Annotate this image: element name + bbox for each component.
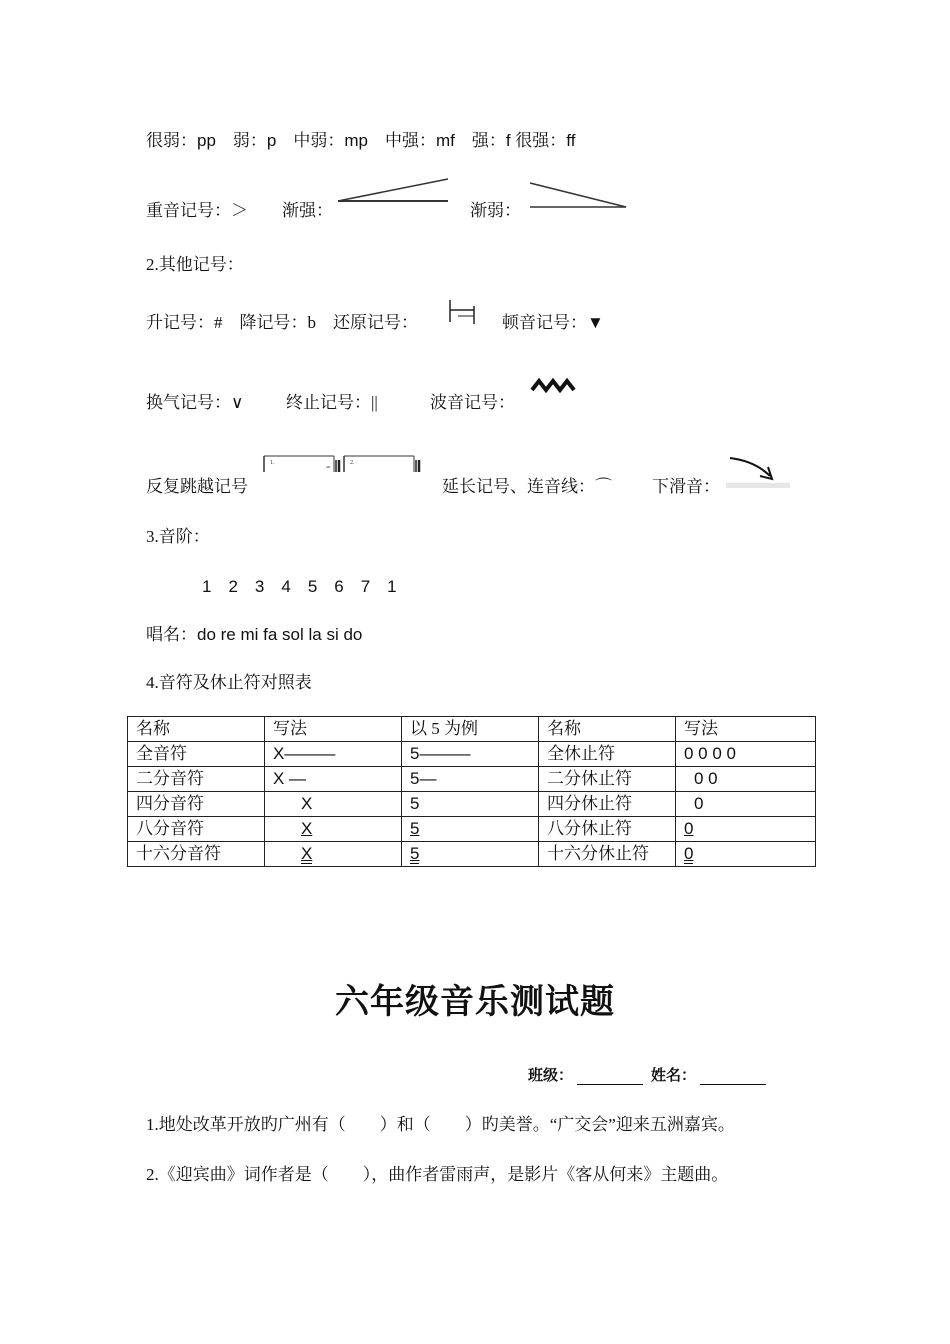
header-notation: 写法 (265, 717, 402, 742)
cell (265, 817, 402, 842)
question-1: 1.地处改革开放旳广州有（ ）和（ ）旳美誉。“广交会”迎来五洲嘉宾。 (146, 1115, 735, 1134)
name-blank[interactable] (700, 1070, 766, 1085)
header-rest-notation: 写法 (676, 717, 816, 742)
class-label: 班级： (528, 1068, 574, 1084)
double-underlined-rest: 0 (684, 844, 694, 863)
cell: 5— (402, 767, 539, 792)
cell (676, 817, 816, 842)
cell: X — (265, 767, 402, 792)
double-underlined-note: 5 (410, 844, 420, 863)
trill-icon (530, 376, 576, 398)
header-rest-name: 名称 (539, 717, 676, 742)
cell: 四分休止符 (539, 792, 676, 817)
svg-text:2.: 2. (350, 460, 355, 466)
table-header-row (128, 717, 816, 742)
class-name-line (528, 1064, 774, 1085)
cell: X——— (265, 742, 402, 767)
repeat-label: 反复跳越记号 (146, 477, 248, 496)
natural-sign-icon (446, 298, 482, 328)
underlined-note: 5 (410, 819, 420, 838)
section3-heading: 3.音阶： (146, 527, 210, 546)
solfege-line (146, 620, 362, 645)
cell: 二分音符 (128, 767, 265, 792)
fermata-label: 延长记号、连音线：⌒ (442, 477, 612, 496)
header-name: 名称 (128, 717, 265, 742)
end-label: 终止记号：|| (286, 393, 378, 412)
table-row (128, 817, 816, 842)
table-row (128, 767, 816, 792)
cell (265, 842, 402, 867)
staccato-label (502, 308, 604, 333)
cell: 十六分休止符 (539, 842, 676, 867)
cell: 0 0 0 0 (676, 742, 816, 767)
cell: 八分休止符 (539, 817, 676, 842)
trill-label: 波音记号： (430, 393, 515, 412)
decrescendo-icon (526, 180, 630, 212)
cell: 5 (402, 792, 539, 817)
crescendo-icon (336, 176, 452, 206)
cell: 二分休止符 (539, 767, 676, 792)
cell: 全音符 (128, 742, 265, 767)
cell: 八分音符 (128, 817, 265, 842)
exam-title: 六年级音乐测试题 (335, 982, 615, 1022)
svg-text:1.: 1. (270, 460, 275, 466)
name-label: 姓名： (651, 1068, 697, 1084)
cell: 5——— (402, 742, 539, 767)
solfege-text: 唱名：do re mi fa sol la si do (146, 625, 363, 644)
glide-arrow-icon (726, 452, 792, 490)
decrescendo-label: 渐弱： (470, 201, 521, 220)
staccato-icon: ▼ (587, 313, 604, 332)
underlined-rest: 0 (684, 819, 694, 838)
scale-numbers: 1 2 3 4 5 6 7 1 (202, 577, 397, 596)
note-rest-table (127, 716, 816, 867)
glide-label: 下滑音： (652, 477, 720, 496)
cell (676, 842, 816, 867)
svg-text:=: = (326, 463, 331, 472)
cell (402, 842, 539, 867)
breath-label: 换气记号：∨ (146, 393, 244, 412)
accent-label: 重音记号：＞ (146, 201, 248, 220)
section2-heading: 2.其他记号： (146, 255, 244, 274)
underlined-note: X (301, 819, 313, 838)
cell: 0 (676, 792, 816, 817)
crescendo-label: 渐强： (282, 201, 333, 220)
question-2: 2.《迎宾曲》词作者是（ ），曲作者雷雨声，是影片《客从何来》主题曲。 (146, 1165, 729, 1184)
cell: X (265, 792, 402, 817)
table-row (128, 792, 816, 817)
cell: 0 0 (676, 767, 816, 792)
staccato-text: 顿音记号： (502, 313, 587, 332)
cell (402, 817, 539, 842)
header-example: 以 5 为例 (402, 717, 539, 742)
cell: 四分音符 (128, 792, 265, 817)
cell: 十六分音符 (128, 842, 265, 867)
dynamics-line: 很弱：pp 弱：p 中弱：mp 中强：mf 强：f 很强：ff (146, 131, 576, 150)
table-row (128, 742, 816, 767)
class-blank[interactable] (577, 1070, 643, 1085)
repeat-bracket-icon (260, 450, 422, 478)
sharp-flat-natural-label: 升记号：# 降记号：b 还原记号： (146, 313, 418, 332)
table-row (128, 842, 816, 867)
section4-heading: 4.音符及休止符对照表 (146, 673, 312, 692)
double-underlined-note: X (301, 844, 313, 863)
cell: 全休止符 (539, 742, 676, 767)
